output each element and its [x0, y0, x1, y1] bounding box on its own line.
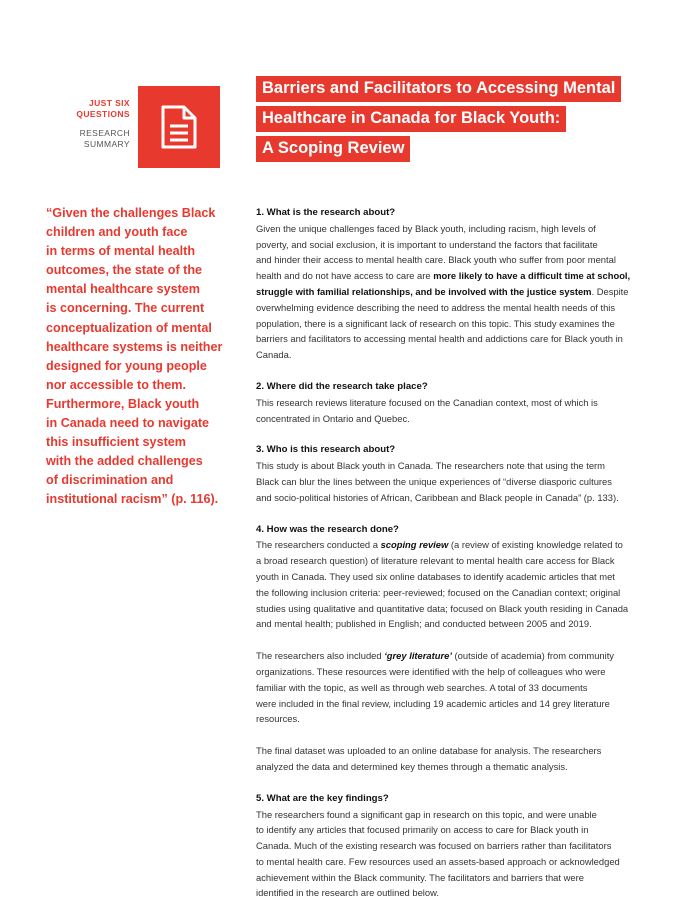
body-line: Given the unique challenges faced by Black youth, including racism, high levels of — [256, 222, 596, 234]
text-run: (outside of academia) from community — [451, 650, 614, 662]
title-line: A Scoping Review — [256, 136, 410, 162]
emphasis-text: ‘grey literature’ — [384, 650, 452, 662]
series-label-line: JUST SIX — [89, 98, 130, 108]
quote-line: with the added challenges — [46, 454, 203, 469]
section-research-location — [256, 379, 676, 426]
body-line — [256, 537, 676, 553]
body-line: familiar with the topic, as well as through web searches. A total of 33 documents — [256, 681, 588, 693]
page-title — [256, 76, 676, 166]
main-content — [256, 205, 676, 901]
body-line: This research reviews literature focused on the Canadian context, most of which is — [256, 396, 598, 408]
body-line: to mental health care. Few resources used an assets-based approach or acknowledged — [256, 855, 620, 867]
body-line: to identify any articles that focused primarily on access to care for Black youth in — [256, 824, 589, 836]
title-line: Barriers and Facilitators to Accessing Mental — [256, 76, 621, 102]
text-run: (a review of existing knowledge related to — [448, 539, 623, 551]
document-icon-box — [138, 86, 220, 168]
text-run: . Despite — [591, 285, 629, 297]
body-line: organizations. These resources were identified with the help of colleagues who were — [256, 665, 606, 677]
body-line: achievement within the Black community. The facilitators and barriers that were — [256, 871, 584, 883]
section-heading: 3. Who is this research about? — [256, 444, 396, 456]
body-line: overwhelming evidence describing the need to address the mental health needs of this — [256, 301, 616, 313]
document-icon — [160, 104, 198, 150]
text-run: The researchers conducted a — [256, 539, 381, 551]
body-line: Black can blur the lines between the unique experiences of “diverse diasporic cultures — [256, 475, 612, 487]
quote-line: healthcare systems is neither — [46, 339, 223, 354]
emphasis-text: more likely to have a difficult time at school, — [433, 270, 631, 282]
quote-line: conceptualization of mental — [46, 320, 212, 335]
quote-line: Furthermore, Black youth — [46, 396, 200, 411]
quote-line: outcomes, the state of the — [46, 263, 203, 278]
body-line: The final dataset was uploaded to an online database for analysis. The researchers — [256, 745, 602, 757]
quote-line: mental healthcare system — [46, 282, 200, 297]
section-key-findings — [256, 791, 676, 902]
quote-line: is concerning. The current — [46, 301, 205, 316]
series-label-line: RESEARCH — [79, 128, 130, 138]
series-label-line: SUMMARY — [83, 139, 130, 149]
section-heading: 5. What are the key findings? — [256, 792, 389, 804]
body-line: and hinder their access to mental health care. Black youth who suffer from poor mental — [256, 254, 616, 266]
section-research-subjects — [256, 442, 676, 505]
body-line: and socio-political histories of African, Caribbean and Black people in Canada” (p. 133). — [256, 491, 619, 503]
body-line: resources. — [256, 713, 300, 725]
body-line: population, there is a significant lack of research on this topic. This study examines the — [256, 317, 615, 329]
quote-line: nor accessible to them. — [46, 377, 186, 392]
body-line: poverty, and social exclusion, it is important to understand the factors that facilitate — [256, 238, 598, 250]
section-heading: 4. How was the research done? — [256, 523, 399, 535]
series-label-line: QUESTIONS — [76, 109, 130, 119]
text-run: health and do not have access to care are — [256, 270, 434, 282]
quote-line: designed for young people — [46, 358, 207, 373]
body-line — [256, 648, 676, 664]
body-line: were included in the final review, including 19 academic articles and 14 grey literature — [256, 697, 610, 709]
body-line: barriers and facilitators to accessing mental health and addictions care for Black youth in — [256, 333, 623, 345]
body-line — [256, 284, 676, 300]
section-heading: 2. Where did the research take place? — [256, 380, 428, 392]
emphasis-text: struggle with familial relationships, and be involved with the justice system — [256, 285, 592, 297]
body-line: and mental health; published in English; and conducted between 2005 and 2019. — [256, 618, 592, 630]
body-line: the following inclusion criteria: peer-reviewed; focused on the Canadian context; original — [256, 586, 621, 598]
quote-line: “Given the challenges Black — [46, 206, 216, 220]
body-line: youth in Canada. They used six online databases to identify academic articles that met — [256, 570, 615, 582]
body-line: Canada. — [256, 349, 292, 361]
text-run: The researchers also included — [256, 650, 385, 662]
series-label — [40, 98, 130, 150]
quote-line: in Canada need to navigate — [46, 416, 210, 431]
body-line: analyzed the data and determined key themes through a thematic analysis. — [256, 760, 568, 772]
body-line — [256, 268, 676, 284]
section-heading: 1. What is the research about? — [256, 207, 396, 218]
quote-line: children and youth face — [46, 225, 188, 240]
emphasis-text: scoping review — [380, 539, 449, 551]
body-line: identified in the research are outlined below. — [256, 887, 439, 899]
body-line: The researchers found a significant gap in research on this topic, and were unable — [256, 808, 597, 820]
body-line: a broad research question) of literature relevant to mental health care access for Black — [256, 555, 615, 567]
quote-line: this insufficient system — [46, 435, 186, 450]
section-research-method — [256, 522, 676, 775]
title-line: Healthcare in Canada for Black Youth: — [256, 106, 566, 132]
pull-quote — [46, 204, 238, 510]
body-line: studies using qualitative and quantitative data; focused on Black youth residing in Canada — [256, 602, 629, 614]
body-line: This study is about Black youth in Canada. The researchers note that using the term — [256, 460, 605, 472]
body-line: Canada. Much of the existing research was focused on barriers rather than facilitators — [256, 840, 612, 852]
section-research-about — [256, 205, 676, 363]
quote-line: in terms of mental health — [46, 244, 196, 259]
quote-line: of discrimination and — [46, 473, 174, 488]
body-line: concentrated in Ontario and Quebec. — [256, 412, 410, 424]
quote-line: institutional racism” (p. 116). — [46, 492, 219, 507]
